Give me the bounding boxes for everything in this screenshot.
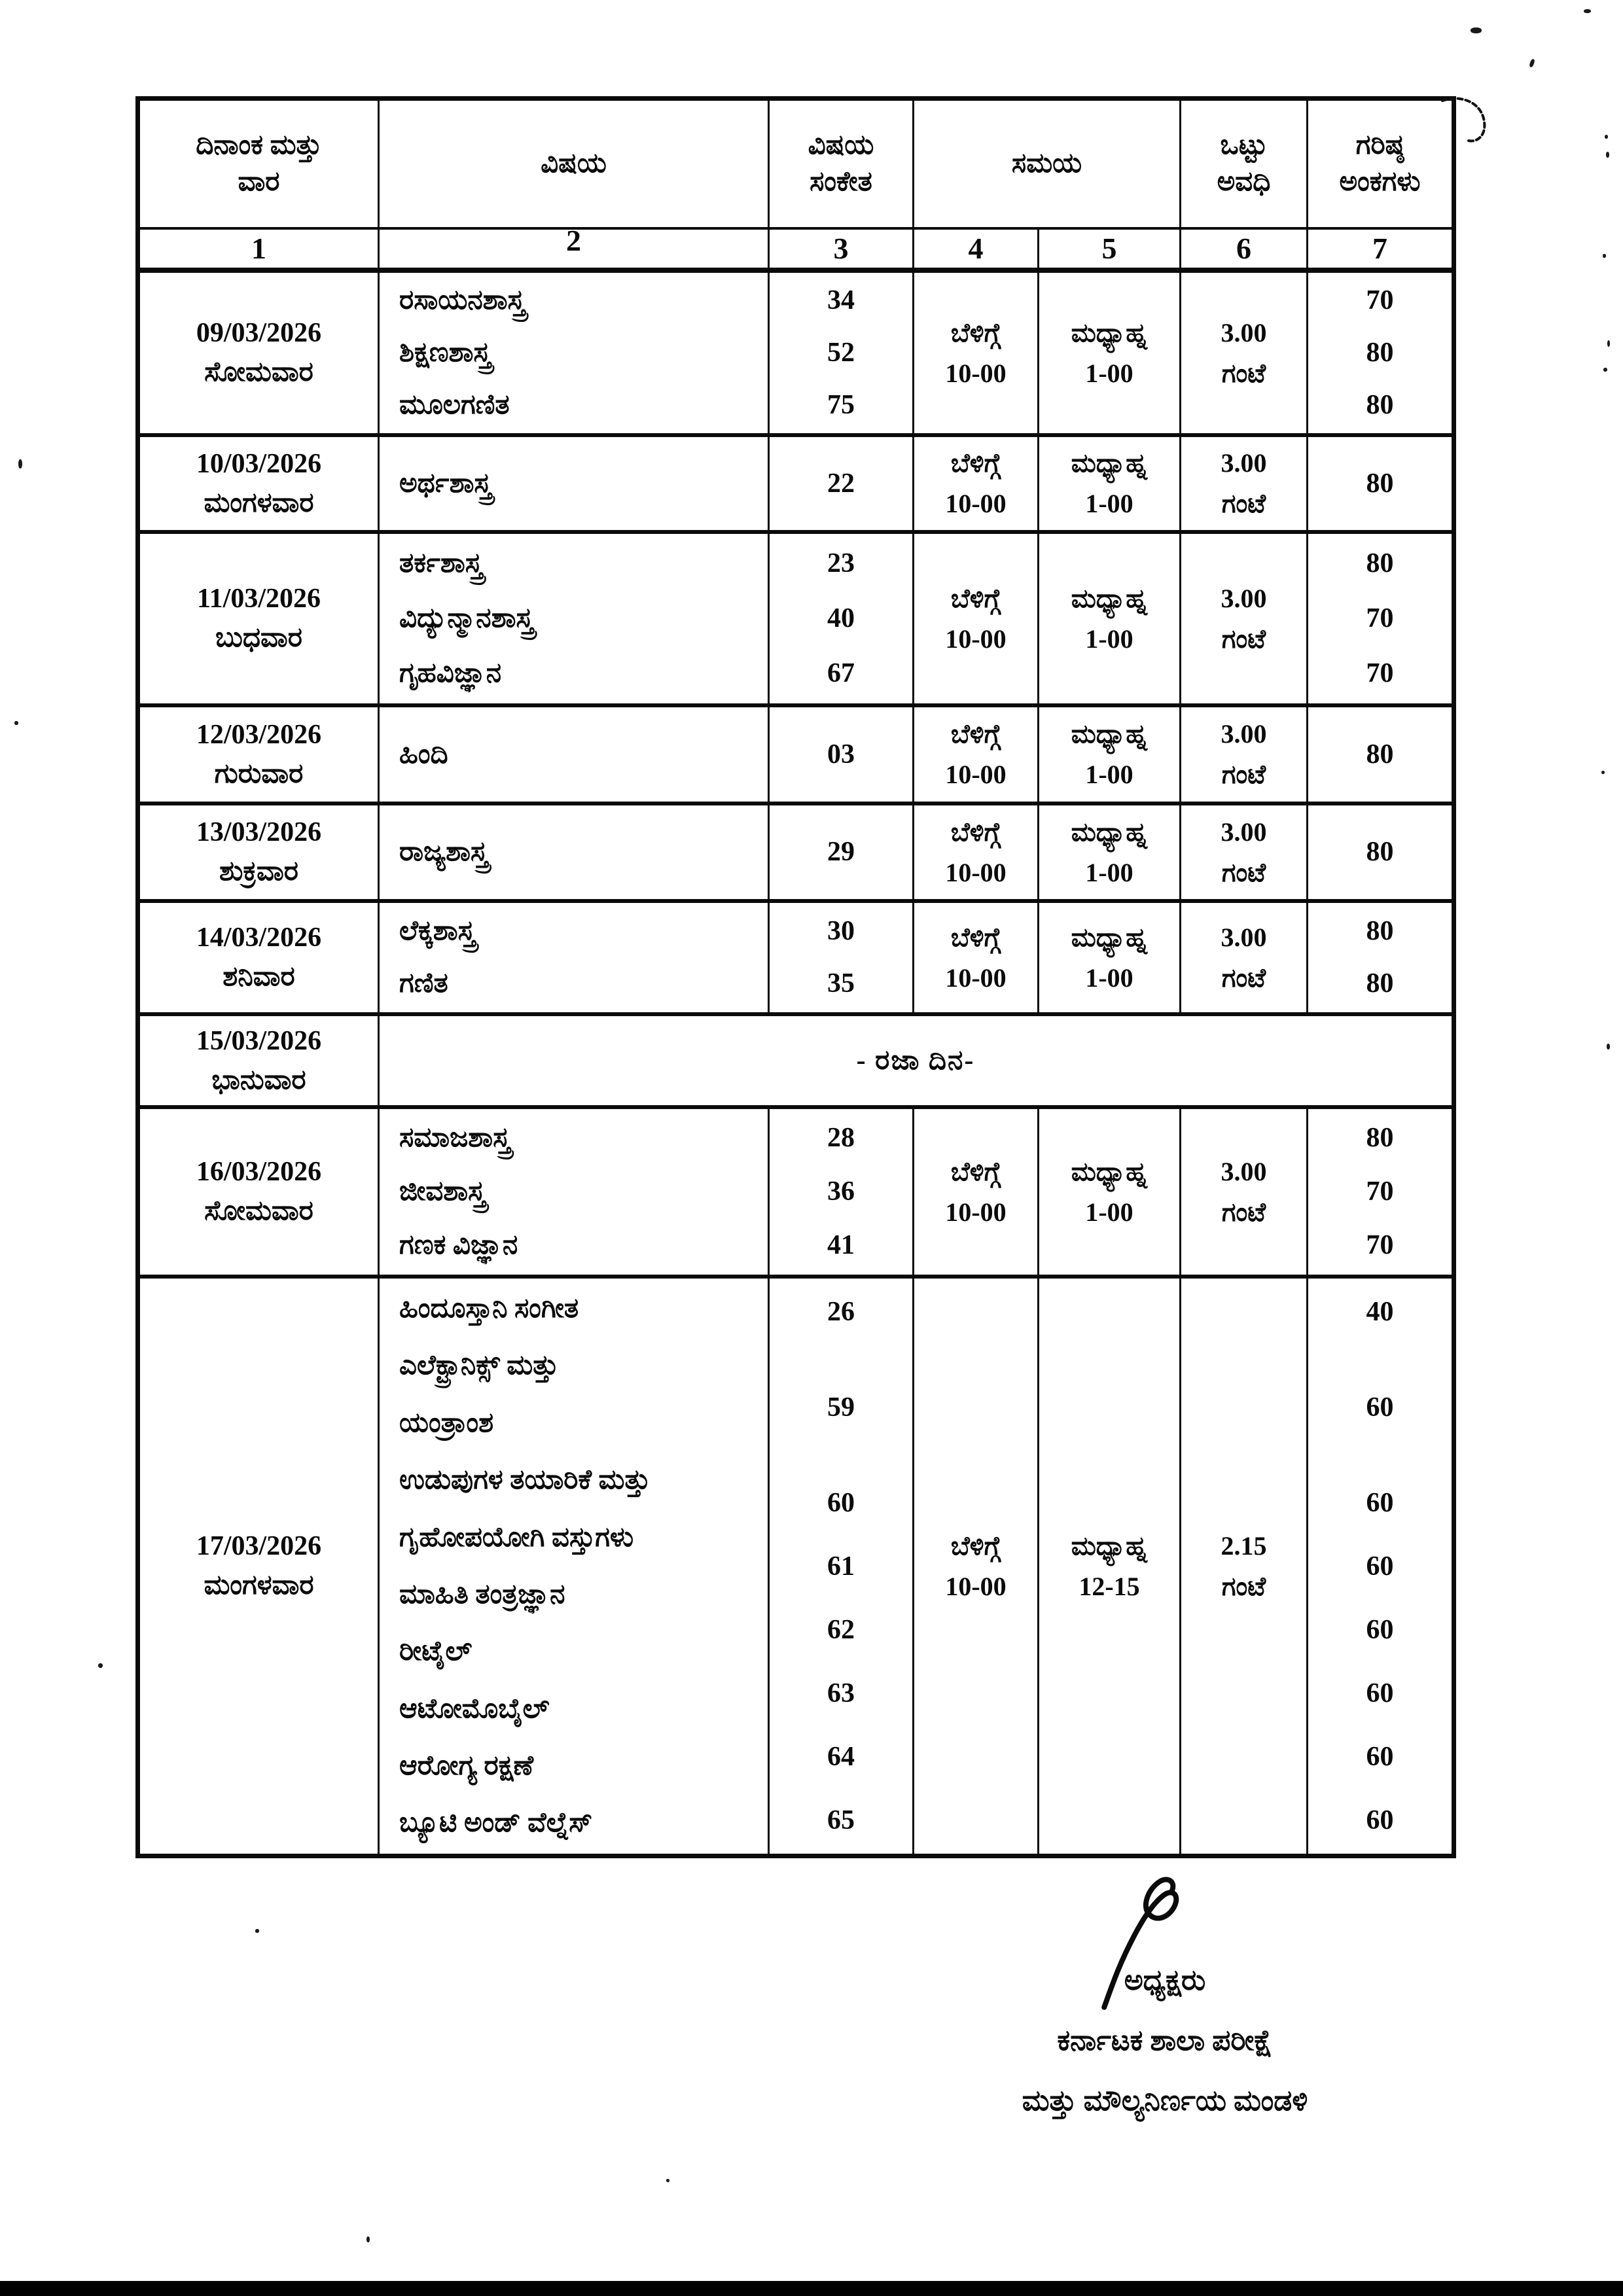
max-marks-cell xyxy=(1308,901,1454,1014)
afternoon-time-cell xyxy=(1039,901,1181,1014)
session-label: ಮಧ್ಯಾಹ್ನ xyxy=(1071,1156,1148,1186)
subject-code: 35 xyxy=(827,968,855,999)
session-label: ಮಧ್ಯಾಹ್ನ xyxy=(1071,317,1148,347)
holiday-cell: - ರಜಾ ದಿನ- xyxy=(379,1014,1454,1107)
session-time: 1-00 xyxy=(1085,963,1133,993)
col-header-total-duration xyxy=(1181,99,1308,228)
scan-speck xyxy=(1603,254,1606,258)
table-row xyxy=(138,1107,1454,1277)
subject-code: 28 xyxy=(827,1122,855,1153)
max-marks: 70 xyxy=(1366,658,1394,689)
session-label: ಮಧ್ಯಾಹ್ನ xyxy=(1071,922,1148,952)
session-label: ಬೆಳಿಗ್ಗೆ xyxy=(950,922,1001,952)
afternoon-time-cell xyxy=(1039,705,1181,804)
scan-speck xyxy=(18,459,22,468)
max-marks: 60 xyxy=(1366,1551,1394,1581)
max-marks: 80 xyxy=(1366,1122,1394,1153)
morning-time-cell xyxy=(914,1277,1039,1856)
duration-cell xyxy=(1181,1107,1308,1277)
afternoon-time-cell xyxy=(1039,532,1181,705)
subject-code: 67 xyxy=(827,658,855,689)
table-row xyxy=(138,270,1454,435)
subject-code-cell xyxy=(769,1277,914,1856)
session-label: ಮಧ್ಯಾಹ್ನ xyxy=(1071,719,1148,749)
afternoon-time-cell xyxy=(1039,435,1181,532)
session-label: ಬೆಳಿಗ್ಗೆ xyxy=(950,1530,1001,1561)
subject-name: ಜೀವಶಾಸ್ತ್ರ xyxy=(399,1176,486,1207)
duration-unit: ಗಂಟೆ xyxy=(1221,358,1266,388)
subject-name: ಗೃಹೋಪಯೋಗಿ ವಸ್ತುಗಳು xyxy=(399,1522,634,1553)
subject-code: 75 xyxy=(827,390,855,420)
subject-cell xyxy=(379,1107,769,1277)
subject-code: 03 xyxy=(827,739,855,769)
subject-name: ಗಣಕ ವಿಜ್ಞಾನ xyxy=(399,1230,518,1261)
date-cell xyxy=(138,705,379,804)
scan-speck xyxy=(1607,340,1610,347)
max-marks: 80 xyxy=(1366,739,1394,769)
scan-speck xyxy=(1603,368,1607,372)
column-number: 1 xyxy=(138,228,379,270)
date-text: 11/03/2026 xyxy=(196,584,321,614)
date-text: 17/03/2026 xyxy=(196,1531,322,1562)
max-marks-cell xyxy=(1308,1277,1454,1856)
max-marks: 60 xyxy=(1366,1487,1394,1518)
session-time: 10-00 xyxy=(945,624,1007,654)
date-text: 13/03/2026 xyxy=(196,817,322,847)
max-marks: 60 xyxy=(1366,1392,1394,1422)
max-marks: 80 xyxy=(1366,837,1394,867)
morning-time-cell xyxy=(914,270,1039,435)
session-time: 10-00 xyxy=(945,963,1007,993)
session-time: 10-00 xyxy=(945,760,1007,789)
duration-value: 3.00 xyxy=(1221,583,1267,613)
max-marks-cell xyxy=(1308,1107,1454,1277)
duration-value: 3.00 xyxy=(1221,448,1267,478)
session-label: ಮಧ್ಯಾಹ್ನ xyxy=(1071,1530,1148,1561)
afternoon-time-cell xyxy=(1039,804,1181,901)
scan-speck xyxy=(14,721,18,725)
subject-name: ಎಲೆಕ್ಟ್ರಾನಿಕ್ಸ್ ಮತ್ತು xyxy=(399,1351,559,1381)
scan-speck xyxy=(366,2236,370,2242)
signature-block xyxy=(942,1950,1387,2130)
subject-code: 64 xyxy=(827,1741,855,1772)
table-row xyxy=(138,532,1454,705)
subject-cell xyxy=(379,532,769,705)
table-row xyxy=(138,705,1454,804)
scan-speck xyxy=(666,2179,669,2182)
session-time: 10-00 xyxy=(945,358,1007,388)
subject-name: ಹಿಂದೂಸ್ತಾನಿ ಸಂಗೀತ xyxy=(399,1293,579,1324)
subject-name: ರೀಟೈಲ್ xyxy=(399,1636,473,1667)
max-marks: 80 xyxy=(1366,548,1394,578)
subject-name: ಶಿಕ್ಷಣಶಾಸ್ತ್ರ xyxy=(399,338,491,368)
session-label: ಮಧ್ಯಾಹ್ನ xyxy=(1071,817,1148,847)
day-text: ಸೋಮವಾರ xyxy=(204,357,313,387)
subject-code: 23 xyxy=(827,548,855,578)
max-marks: 80 xyxy=(1366,390,1394,420)
bottom-scan-strip xyxy=(0,2281,1623,2296)
col-header-subject-code xyxy=(769,99,914,228)
subject-code: 61 xyxy=(827,1551,855,1581)
date-cell xyxy=(138,1277,379,1856)
subject-name: ಮೂಲಗಣಿತ xyxy=(399,390,510,420)
date-cell xyxy=(138,901,379,1014)
column-number: 3 xyxy=(769,228,914,270)
duration-cell xyxy=(1181,901,1308,1014)
duration-unit: ಗಂಟೆ xyxy=(1221,1197,1266,1227)
subject-cell xyxy=(379,270,769,435)
subject-name: ಗಣಿತ xyxy=(399,968,448,999)
morning-time-cell xyxy=(914,1107,1039,1277)
session-time: 1-00 xyxy=(1085,624,1133,654)
subject-name: ಹಿಂದಿ xyxy=(399,739,448,769)
session-label: ಬೆಳಿಗ್ಗೆ xyxy=(950,317,1001,347)
subject-name: ಗೃಹವಿಜ್ಞಾನ xyxy=(399,658,502,689)
scan-speck xyxy=(1601,771,1605,774)
subject-code: 59 xyxy=(827,1392,855,1422)
day-text: ಬುಧವಾರ xyxy=(215,623,302,653)
subject-name: ಅರ್ಥಶಾಸ್ತ್ರ xyxy=(399,468,492,499)
header-text: ಅಂಕಗಳು xyxy=(1339,167,1421,198)
column-number: 5 xyxy=(1039,228,1181,270)
table-row-holiday xyxy=(138,1014,1454,1107)
session-time: 1-00 xyxy=(1085,358,1133,388)
subject-name: ಯಂತ್ರಾಂಶ xyxy=(399,1407,494,1438)
table-row xyxy=(138,1277,1454,1856)
morning-time-cell xyxy=(914,705,1039,804)
duration-cell xyxy=(1181,270,1308,435)
session-time: 1-00 xyxy=(1085,489,1133,518)
scan-speck xyxy=(1607,1044,1610,1050)
subject-code: 36 xyxy=(827,1176,855,1207)
max-marks: 80 xyxy=(1366,338,1394,368)
subject-name: ಬ್ಯೂಟಿ ಅಂಡ್ ವೆಲ್ನೆಸ್ xyxy=(399,1808,593,1839)
date-cell xyxy=(138,1014,379,1107)
subject-code: 30 xyxy=(827,915,855,946)
subject-code: 34 xyxy=(827,285,855,315)
scan-speck xyxy=(1606,152,1609,158)
header-text: ದಿನಾಂಕ ಮತ್ತು xyxy=(196,130,322,161)
subject-code: 26 xyxy=(827,1296,855,1327)
subject-name: ಲೆಕ್ಕಶಾಸ್ತ್ರ xyxy=(399,915,476,946)
subject-name: ಸಮಾಜಶಾಸ್ತ್ರ xyxy=(399,1122,511,1153)
header-text: ಒಟ್ಟು xyxy=(1220,130,1268,161)
morning-time-cell xyxy=(914,435,1039,532)
session-time: 1-00 xyxy=(1085,760,1133,789)
table-header-row xyxy=(138,99,1454,228)
max-marks-cell xyxy=(1308,804,1454,901)
max-marks: 40 xyxy=(1366,1296,1394,1327)
day-text: ಸೋಮವಾರ xyxy=(204,1196,313,1226)
header-text: ವಿಷಯ xyxy=(808,130,874,161)
duration-value: 3.00 xyxy=(1221,719,1267,749)
subject-code-cell xyxy=(769,804,914,901)
subject-name: ಮಾಹಿತಿ ತಂತ್ರಜ್ಞಾನ xyxy=(399,1579,565,1610)
scan-speck xyxy=(1584,9,1591,13)
organization-line1: ಕರ್ನಾಟಕ ಶಾಲಾ ಪರೀಕ್ಷೆ xyxy=(1057,2024,1273,2057)
max-marks: 80 xyxy=(1366,915,1394,946)
duration-value: 3.00 xyxy=(1221,1156,1267,1186)
header-text: ವಾರ xyxy=(238,167,280,198)
subject-code-cell xyxy=(769,705,914,804)
column-number: 4 xyxy=(914,228,1039,270)
subject-code-cell xyxy=(769,270,914,435)
duration-cell xyxy=(1181,804,1308,901)
subject-code-cell xyxy=(769,1107,914,1277)
date-text: 16/03/2026 xyxy=(196,1157,322,1187)
afternoon-time-cell xyxy=(1039,1107,1181,1277)
date-cell xyxy=(138,435,379,532)
date-text: 14/03/2026 xyxy=(196,923,322,953)
session-label: ಬೆಳಿಗ್ಗೆ xyxy=(950,448,1001,478)
session-label: ಮಧ್ಯಾಹ್ನ xyxy=(1071,583,1148,613)
date-cell xyxy=(138,270,379,435)
session-label: ಮಧ್ಯಾಹ್ನ xyxy=(1071,448,1148,478)
day-text: ಶುಕ್ರವಾರ xyxy=(219,857,299,887)
subject-code: 52 xyxy=(827,338,855,368)
session-time: 10-00 xyxy=(945,1197,1007,1227)
date-text: 15/03/2026 xyxy=(196,1025,322,1056)
session-time: 1-00 xyxy=(1085,1197,1133,1227)
morning-time-cell xyxy=(914,901,1039,1014)
max-marks-cell xyxy=(1308,270,1454,435)
max-marks-cell xyxy=(1308,435,1454,532)
col-header-max-marks xyxy=(1308,99,1454,228)
session-time: 1-00 xyxy=(1085,857,1133,887)
afternoon-time-cell xyxy=(1039,1277,1181,1856)
session-label: ಬೆಳಿಗ್ಗೆ xyxy=(950,583,1001,613)
column-number-row xyxy=(138,228,1454,270)
max-marks: 60 xyxy=(1366,1805,1394,1835)
organization-line2: ಮತ್ತು ಮೌಲ್ಯನಿರ್ಣಯ ಮಂಡಳಿ xyxy=(1022,2084,1308,2117)
date-cell xyxy=(138,532,379,705)
duration-unit: ಗಂಟೆ xyxy=(1221,1571,1266,1601)
subject-code: 62 xyxy=(827,1614,855,1645)
duration-cell xyxy=(1181,705,1308,804)
date-text: 10/03/2026 xyxy=(196,448,322,479)
header-text: ಸಂಕೇತ xyxy=(810,167,872,198)
date-text: 12/03/2026 xyxy=(196,719,322,750)
duration-value: 3.00 xyxy=(1221,922,1267,952)
session-label: ಬೆಳಿಗ್ಗೆ xyxy=(950,1156,1001,1186)
subject-cell xyxy=(379,1277,769,1856)
subject-code: 63 xyxy=(827,1678,855,1708)
subject-code: 29 xyxy=(827,837,855,867)
table-row xyxy=(138,901,1454,1014)
col-header-subject: ವಿಷಯ xyxy=(379,99,769,228)
col-header-date-day xyxy=(138,99,379,228)
header-text: ಗರಿಷ್ಠ xyxy=(1355,130,1404,161)
morning-time-cell xyxy=(914,804,1039,901)
duration-unit: ಗಂಟೆ xyxy=(1221,857,1266,887)
subject-cell xyxy=(379,705,769,804)
subject-code-cell xyxy=(769,901,914,1014)
duration-cell xyxy=(1181,435,1308,532)
header-text: ಅವಧಿ xyxy=(1217,167,1271,198)
table-row xyxy=(138,435,1454,532)
max-marks-cell xyxy=(1308,705,1454,804)
session-label: ಬೆಳಿಗ್ಗೆ xyxy=(950,719,1001,749)
max-marks: 70 xyxy=(1366,1176,1394,1207)
max-marks: 60 xyxy=(1366,1614,1394,1645)
subject-name: ವಿದ್ಯುನ್ಮಾನಶಾಸ್ತ್ರ xyxy=(399,603,534,633)
scan-speck xyxy=(255,1929,259,1933)
subject-code: 22 xyxy=(827,468,855,499)
col-header-time: ಸಮಯ xyxy=(914,99,1181,228)
signatory-title: ಅಧ್ಯಕ್ಷರು xyxy=(1124,1964,1206,1996)
max-marks: 60 xyxy=(1366,1678,1394,1708)
subject-name: ರಸಾಯನಶಾಸ್ತ್ರ xyxy=(399,285,526,315)
day-text: ಮಂಗಳವಾರ xyxy=(204,487,314,518)
scan-speck xyxy=(1471,27,1482,33)
subject-name: ಆಟೋಮೊಬೈಲ್ xyxy=(399,1693,550,1724)
subject-name: ರಾಜ್ಯಶಾಸ್ತ್ರ xyxy=(399,837,489,867)
day-text: ಭಾನುವಾರ xyxy=(211,1065,306,1095)
subject-code-cell xyxy=(769,435,914,532)
column-number: 7 xyxy=(1308,228,1454,270)
max-marks: 80 xyxy=(1366,468,1394,499)
duration-value: 2.15 xyxy=(1221,1530,1267,1561)
subject-name: ತರ್ಕಶಾಸ್ತ್ರ xyxy=(399,548,483,578)
subject-cell xyxy=(379,901,769,1014)
duration-cell xyxy=(1181,532,1308,705)
scan-speck xyxy=(98,1663,103,1668)
subject-code: 41 xyxy=(827,1230,855,1261)
column-number: 6 xyxy=(1181,228,1308,270)
max-marks: 80 xyxy=(1366,968,1394,999)
scan-arc-artifact xyxy=(1438,93,1493,148)
subject-code: 60 xyxy=(827,1487,855,1518)
subject-code: 65 xyxy=(827,1805,855,1835)
scan-speck xyxy=(1605,135,1608,139)
day-text: ಮಂಗಳವಾರ xyxy=(204,1570,314,1601)
max-marks: 70 xyxy=(1366,1230,1394,1261)
table-row xyxy=(138,804,1454,901)
duration-unit: ಗಂಟೆ xyxy=(1221,489,1266,518)
duration-value: 3.00 xyxy=(1221,317,1267,347)
session-time: 10-00 xyxy=(945,489,1007,518)
max-marks: 60 xyxy=(1366,1741,1394,1772)
date-text: 09/03/2026 xyxy=(196,318,322,348)
afternoon-time-cell xyxy=(1039,270,1181,435)
session-label: ಬೆಳಿಗ್ಗೆ xyxy=(950,817,1001,847)
subject-name: ಆರೋಗ್ಯ ರಕ್ಷಣೆ xyxy=(399,1751,534,1782)
session-time: 10-00 xyxy=(945,1571,1007,1601)
duration-cell xyxy=(1181,1277,1308,1856)
session-time: 10-00 xyxy=(945,857,1007,887)
subject-cell xyxy=(379,804,769,901)
subject-code-cell xyxy=(769,532,914,705)
duration-value: 3.00 xyxy=(1221,817,1267,847)
max-marks-cell xyxy=(1308,532,1454,705)
duration-unit: ಗಂಟೆ xyxy=(1221,963,1266,993)
column-number: 2 xyxy=(379,228,769,270)
max-marks: 70 xyxy=(1366,285,1394,315)
max-marks: 70 xyxy=(1366,603,1394,633)
date-cell xyxy=(138,804,379,901)
morning-time-cell xyxy=(914,532,1039,705)
subject-name: ಉಡುಪುಗಳ ತಯಾರಿಕೆ ಮತ್ತು xyxy=(399,1465,651,1496)
subject-cell xyxy=(379,435,769,532)
duration-unit: ಗಂಟೆ xyxy=(1221,760,1266,789)
day-text: ಶನಿವಾರ xyxy=(223,962,295,992)
duration-unit: ಗಂಟೆ xyxy=(1221,624,1266,654)
date-cell xyxy=(138,1107,379,1277)
subject-code: 40 xyxy=(827,603,855,633)
session-time: 12-15 xyxy=(1079,1571,1140,1601)
day-text: ಗುರುವಾರ xyxy=(214,758,304,789)
scan-speck xyxy=(1529,58,1535,67)
exam-timetable xyxy=(135,96,1456,1858)
